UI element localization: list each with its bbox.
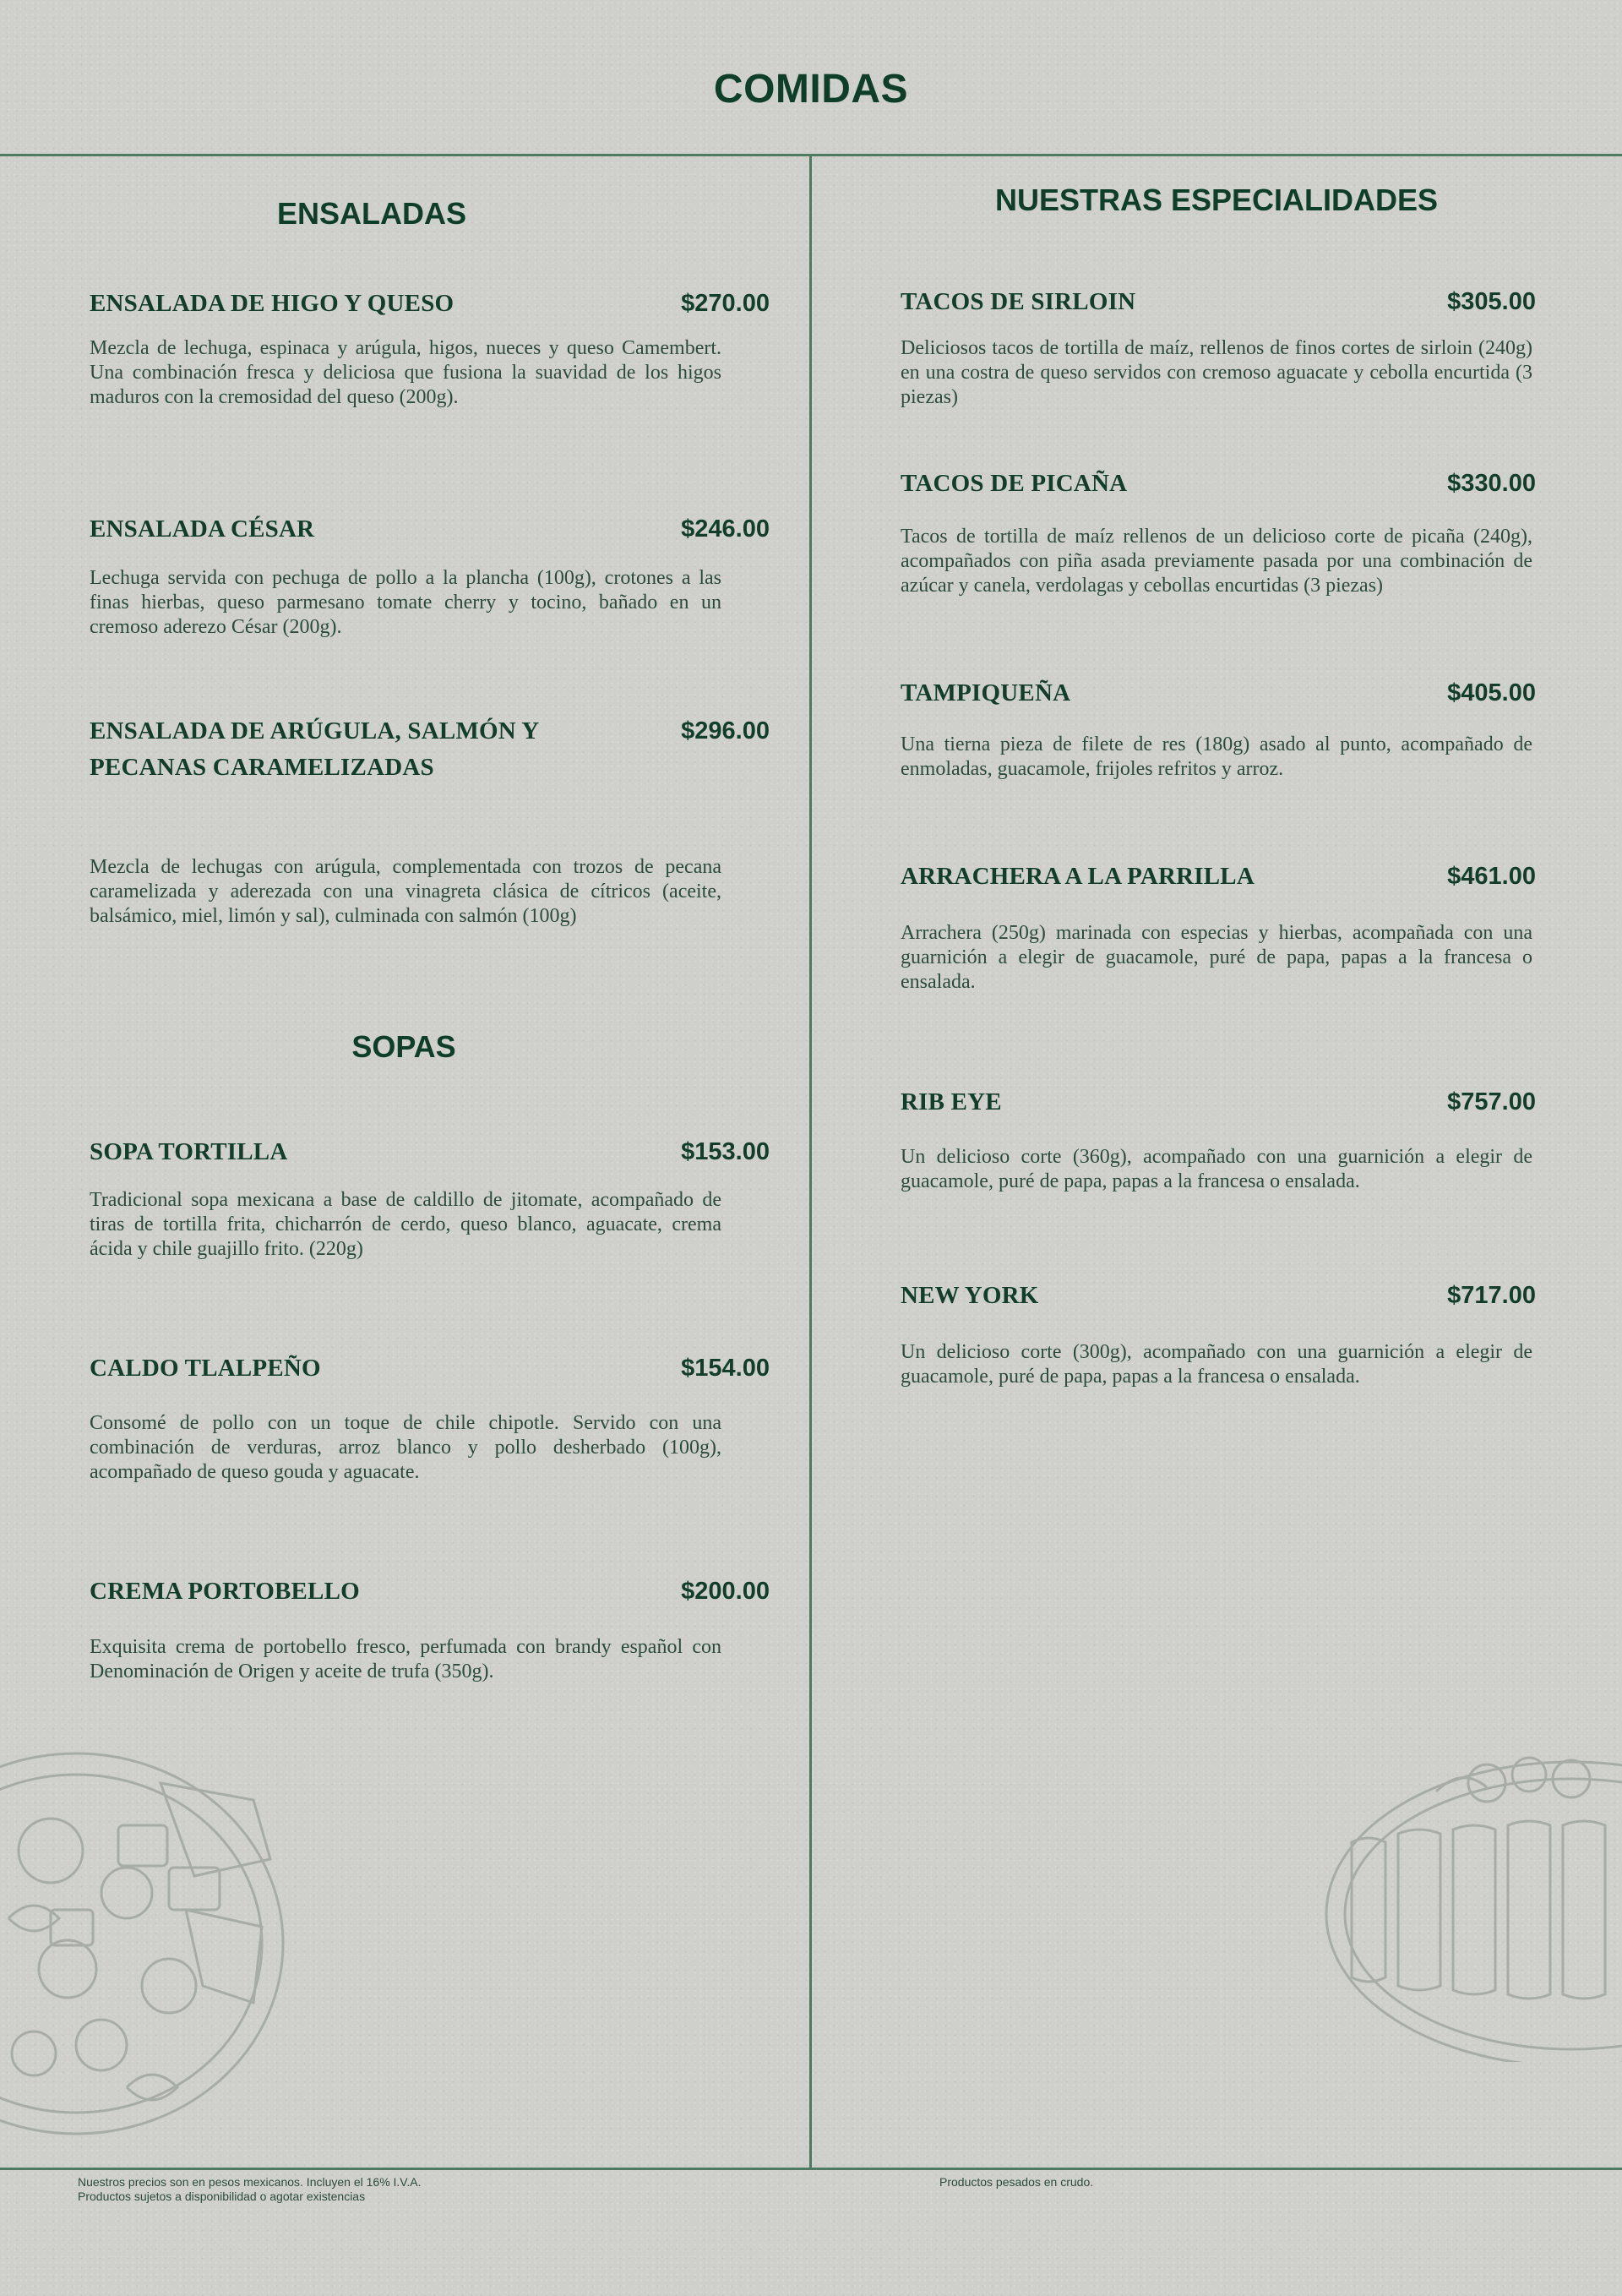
item-name: RIB EYE [901, 1088, 1002, 1115]
item-price: $200.00 [681, 1578, 770, 1605]
menu-item [90, 1350, 770, 1494]
item-name: TAMPIQUEÑA [901, 679, 1071, 706]
item-name: SOPA TORTILLA [90, 1138, 288, 1165]
menu-item [90, 1134, 770, 1278]
item-description: Arrachera (250g) marinada con especias y hierbas, acompañada con una guarnición a elegir de guacamole, puré de papa, papas a la francesa o ensalada. [901, 922, 1532, 993]
footer-note-right: Productos pesados en crudo. [939, 2175, 1094, 2189]
item-description: Un delicioso corte (300g), acompañado con una guarnición a elegir de guacamole, puré de papa, papas a la francesa o ensalada. [901, 1341, 1532, 1388]
bottom-divider [0, 2168, 1622, 2170]
column-divider [809, 154, 812, 2170]
item-description: Mezcla de lechugas con arúgula, complementada con trozos de pecana caramelizada y aderezada con una vinagreta clásica de cítricos (aceite, balsámico, miel, limón y sal), culminada con salmón (100g) [90, 856, 721, 927]
item-description: Exquisita crema de portobello fresco, perfumada con brandy español con Denominación de Origen y aceite de trufa (350g). [90, 1636, 721, 1682]
item-description: Mezcla de lechuga, espinaca y arúgula, higos, nueces y queso Camembert. Una combinación fresca y deliciosa que fusiona la suavidad de los higos maduros con la cremosidad del queso (200g). [90, 337, 721, 408]
item-description: Deliciosos tacos de tortilla de maíz, rellenos de finos cortes de sirloin (240g) en una costra de queso servidos con cremoso aguacate y cebolla encurtida (3 piezas) [901, 337, 1532, 408]
item-name: CALDO TLALPEÑO [90, 1355, 321, 1382]
item-name: TACOS DE PICAÑA [901, 470, 1128, 497]
item-description: Consomé de pollo con un toque de chile chipotle. Servido con una combinación de verduras, arroz blanco y pollo desherbado (100g), acompañado de queso gouda y aguacate. [90, 1412, 721, 1483]
item-description: Lechuga servida con pechuga de pollo a la plancha (100g), crotones a las finas hierbas, queso parmesano tomate cherry y tocino, bañado en un cremoso aderezo César (200g). [90, 567, 721, 638]
menu-item [90, 286, 770, 446]
footer-line-prices: Nuestros precios son en pesos mexicanos. Incluyen el 16% I.V.A. [78, 2175, 422, 2189]
footer-note-left [78, 2175, 669, 2204]
menu-item [901, 1278, 1536, 1396]
item-description: Un delicioso corte (360g), acompañado con una guarnición a elegir de guacamole, puré de papa, papas a la francesa o ensalada. [901, 1146, 1532, 1192]
footer-line-availability: Productos sujetos a disponibilidad o agotar existencias [78, 2190, 366, 2203]
item-description: Tradicional sopa mexicana a base de caldillo de jitomate, acompañado de tiras de tortilla frita, chicharrón de cerdo, queso blanco, aguacate, crema ácida y chile guajillo frito. (220g) [90, 1189, 721, 1260]
item-name: NEW YORK [901, 1282, 1039, 1309]
item-price: $305.00 [1447, 288, 1536, 315]
item-price: $461.00 [1447, 863, 1536, 890]
section-title-sopas: SOPAS [351, 1029, 456, 1064]
item-name: TACOS DE SIRLOIN [901, 288, 1136, 315]
menu-item [901, 859, 1536, 1002]
item-price: $246.00 [681, 515, 770, 543]
menu-item [901, 1084, 1536, 1203]
menu-item [90, 1573, 770, 1692]
item-price: $154.00 [681, 1355, 770, 1382]
item-name: ENSALADA DE HIGO Y QUESO [90, 290, 454, 317]
salad-illustration-icon [0, 1749, 287, 2155]
item-description: Tacos de tortilla de maíz rellenos de un delicioso corte de picaña (240g), acompañados con piña asada previamente pasada por una combinación de azúcar y canela, verdolagas y cebollas encurtidas (3 piezas) [901, 526, 1532, 597]
menu-item [90, 713, 770, 958]
page-title: COMIDAS [713, 67, 909, 112]
item-name: CREMA PORTOBELLO [90, 1578, 360, 1605]
menu-item [901, 675, 1536, 794]
item-name: ENSALADA CÉSAR [90, 515, 315, 543]
section-title-ensaladas: ENSALADAS [276, 196, 466, 231]
item-description: Una tierna pieza de filete de res (180g) asado al punto, acompañado de enmoladas, guacamole, frijoles refritos y arroz. [901, 734, 1532, 780]
menu-item [901, 466, 1536, 635]
item-name: ARRACHERA A LA PARRILLA [901, 863, 1255, 890]
item-price: $153.00 [681, 1138, 770, 1165]
item-price: $270.00 [681, 290, 770, 317]
taco-platter-illustration-icon [1318, 1707, 1622, 2062]
menu-item [90, 511, 770, 655]
item-price: $405.00 [1447, 679, 1536, 706]
section-title-especialidades: NUESTRAS ESPECIALIDADES [994, 183, 1439, 217]
item-price: $757.00 [1447, 1088, 1536, 1115]
item-price: $717.00 [1447, 1282, 1536, 1309]
item-price: $296.00 [681, 717, 770, 744]
menu-item [901, 284, 1536, 419]
item-price: $330.00 [1447, 470, 1536, 497]
item-name: ENSALADA DE ARÚGULA, SALMÓN Y PECANAS CARAMELIZADAS [90, 717, 539, 781]
